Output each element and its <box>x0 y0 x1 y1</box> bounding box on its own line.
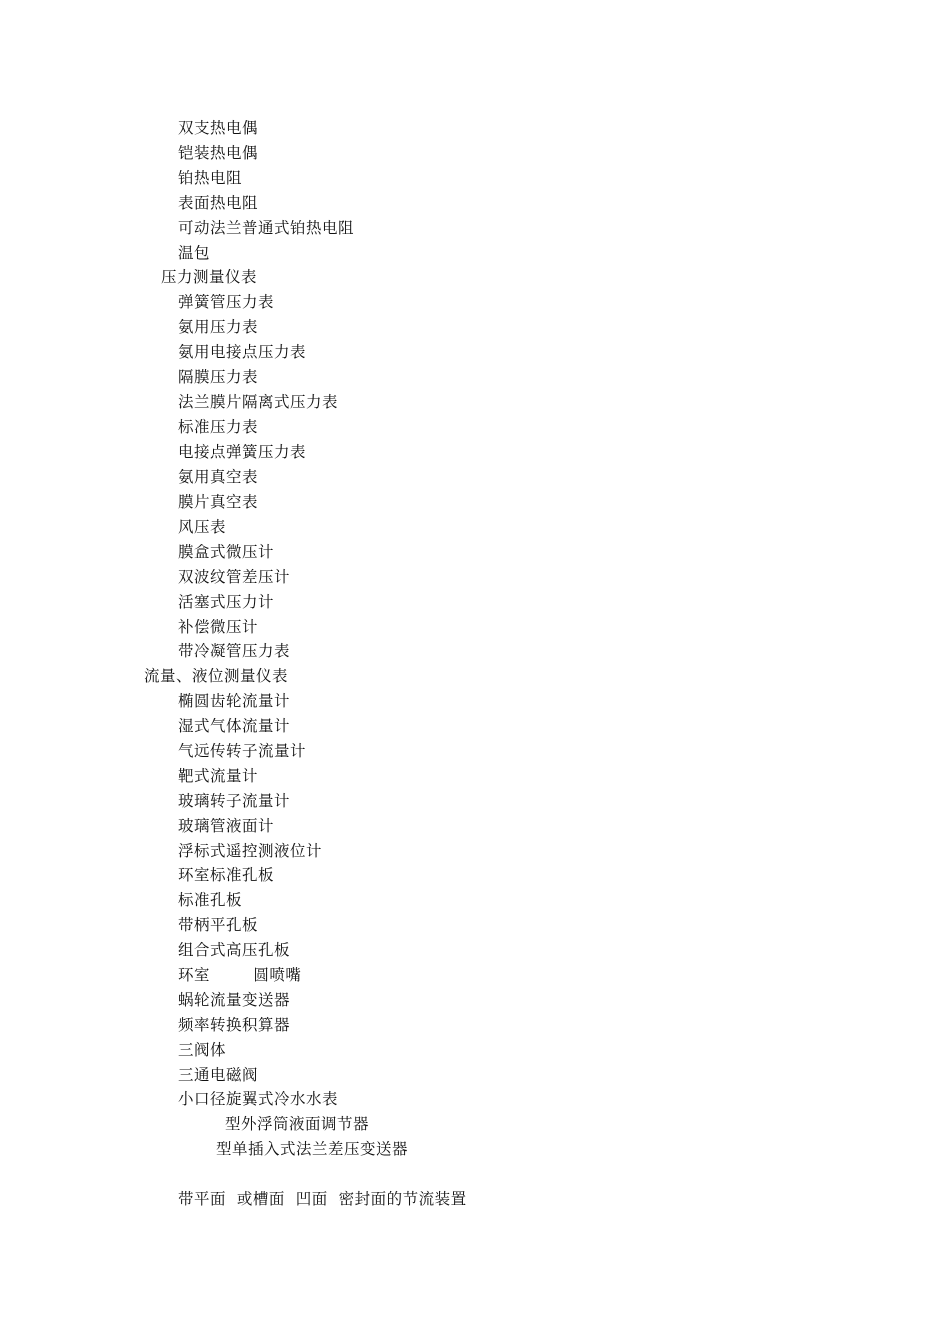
text-line: 双支热电偶 <box>178 119 259 137</box>
text-line: 铠装热电偶 <box>178 144 259 162</box>
text-line: 活塞式压力计 <box>178 593 275 611</box>
text-line: 浮标式遥控测液位计 <box>178 842 323 860</box>
text-line: 型外浮筒液面调节器 <box>225 1115 370 1133</box>
text-line: 补偿微压计 <box>178 618 259 636</box>
text-line: 标准孔板 <box>178 891 243 909</box>
text-line: 铂热电阻 <box>178 169 243 187</box>
text-line: 隔膜压力表 <box>178 368 259 386</box>
text-line: 温包 <box>178 244 211 262</box>
section-heading: 流量、液位测量仪表 <box>144 667 289 685</box>
text-line: 电接点弹簧压力表 <box>178 443 307 461</box>
text-line: 带冷凝管压力表 <box>178 642 291 660</box>
text-line: 蜗轮流量变送器 <box>178 991 291 1009</box>
text-line: 湿式气体流量计 <box>178 717 291 735</box>
text-line: 玻璃转子流量计 <box>178 792 291 810</box>
text-line: 可动法兰普通式铂热电阻 <box>178 219 355 237</box>
text-line: 环室标准孔板 <box>178 866 275 884</box>
text-line: 氨用压力表 <box>178 318 259 336</box>
text-line: 风压表 <box>178 518 227 536</box>
text-line: 玻璃管液面计 <box>178 817 275 835</box>
text-line: 环室 圆喷嘴 <box>178 966 302 984</box>
text-line: 气远传转子流量计 <box>178 742 307 760</box>
text-line: 膜盒式微压计 <box>178 543 275 561</box>
text-line: 标准压力表 <box>178 418 259 436</box>
text-line: 双波纹管差压计 <box>178 568 291 586</box>
text-line: 氨用电接点压力表 <box>178 343 307 361</box>
text-line: 三阀体 <box>178 1041 227 1059</box>
text-line: 组合式高压孔板 <box>178 941 291 959</box>
text-line: 弹簧管压力表 <box>178 293 275 311</box>
section-heading: 压力测量仪表 <box>161 268 258 286</box>
text-line: 法兰膜片隔离式压力表 <box>178 393 339 411</box>
text-line: 表面热电阻 <box>178 194 259 212</box>
text-line: 小口径旋翼式冷水水表 <box>178 1090 339 1108</box>
text-line: 型单插入式法兰差压变送器 <box>216 1140 409 1158</box>
text-line: 靶式流量计 <box>178 767 259 785</box>
text-line: 膜片真空表 <box>178 493 259 511</box>
text-line: 带平面 或槽面 凹面 密封面的节流装置 <box>178 1190 467 1208</box>
text-line: 带柄平孔板 <box>178 916 259 934</box>
text-line: 三通电磁阀 <box>178 1066 259 1084</box>
text-line: 椭圆齿轮流量计 <box>178 692 291 710</box>
text-line: 频率转换积算器 <box>178 1016 291 1034</box>
text-line: 氨用真空表 <box>178 468 259 486</box>
